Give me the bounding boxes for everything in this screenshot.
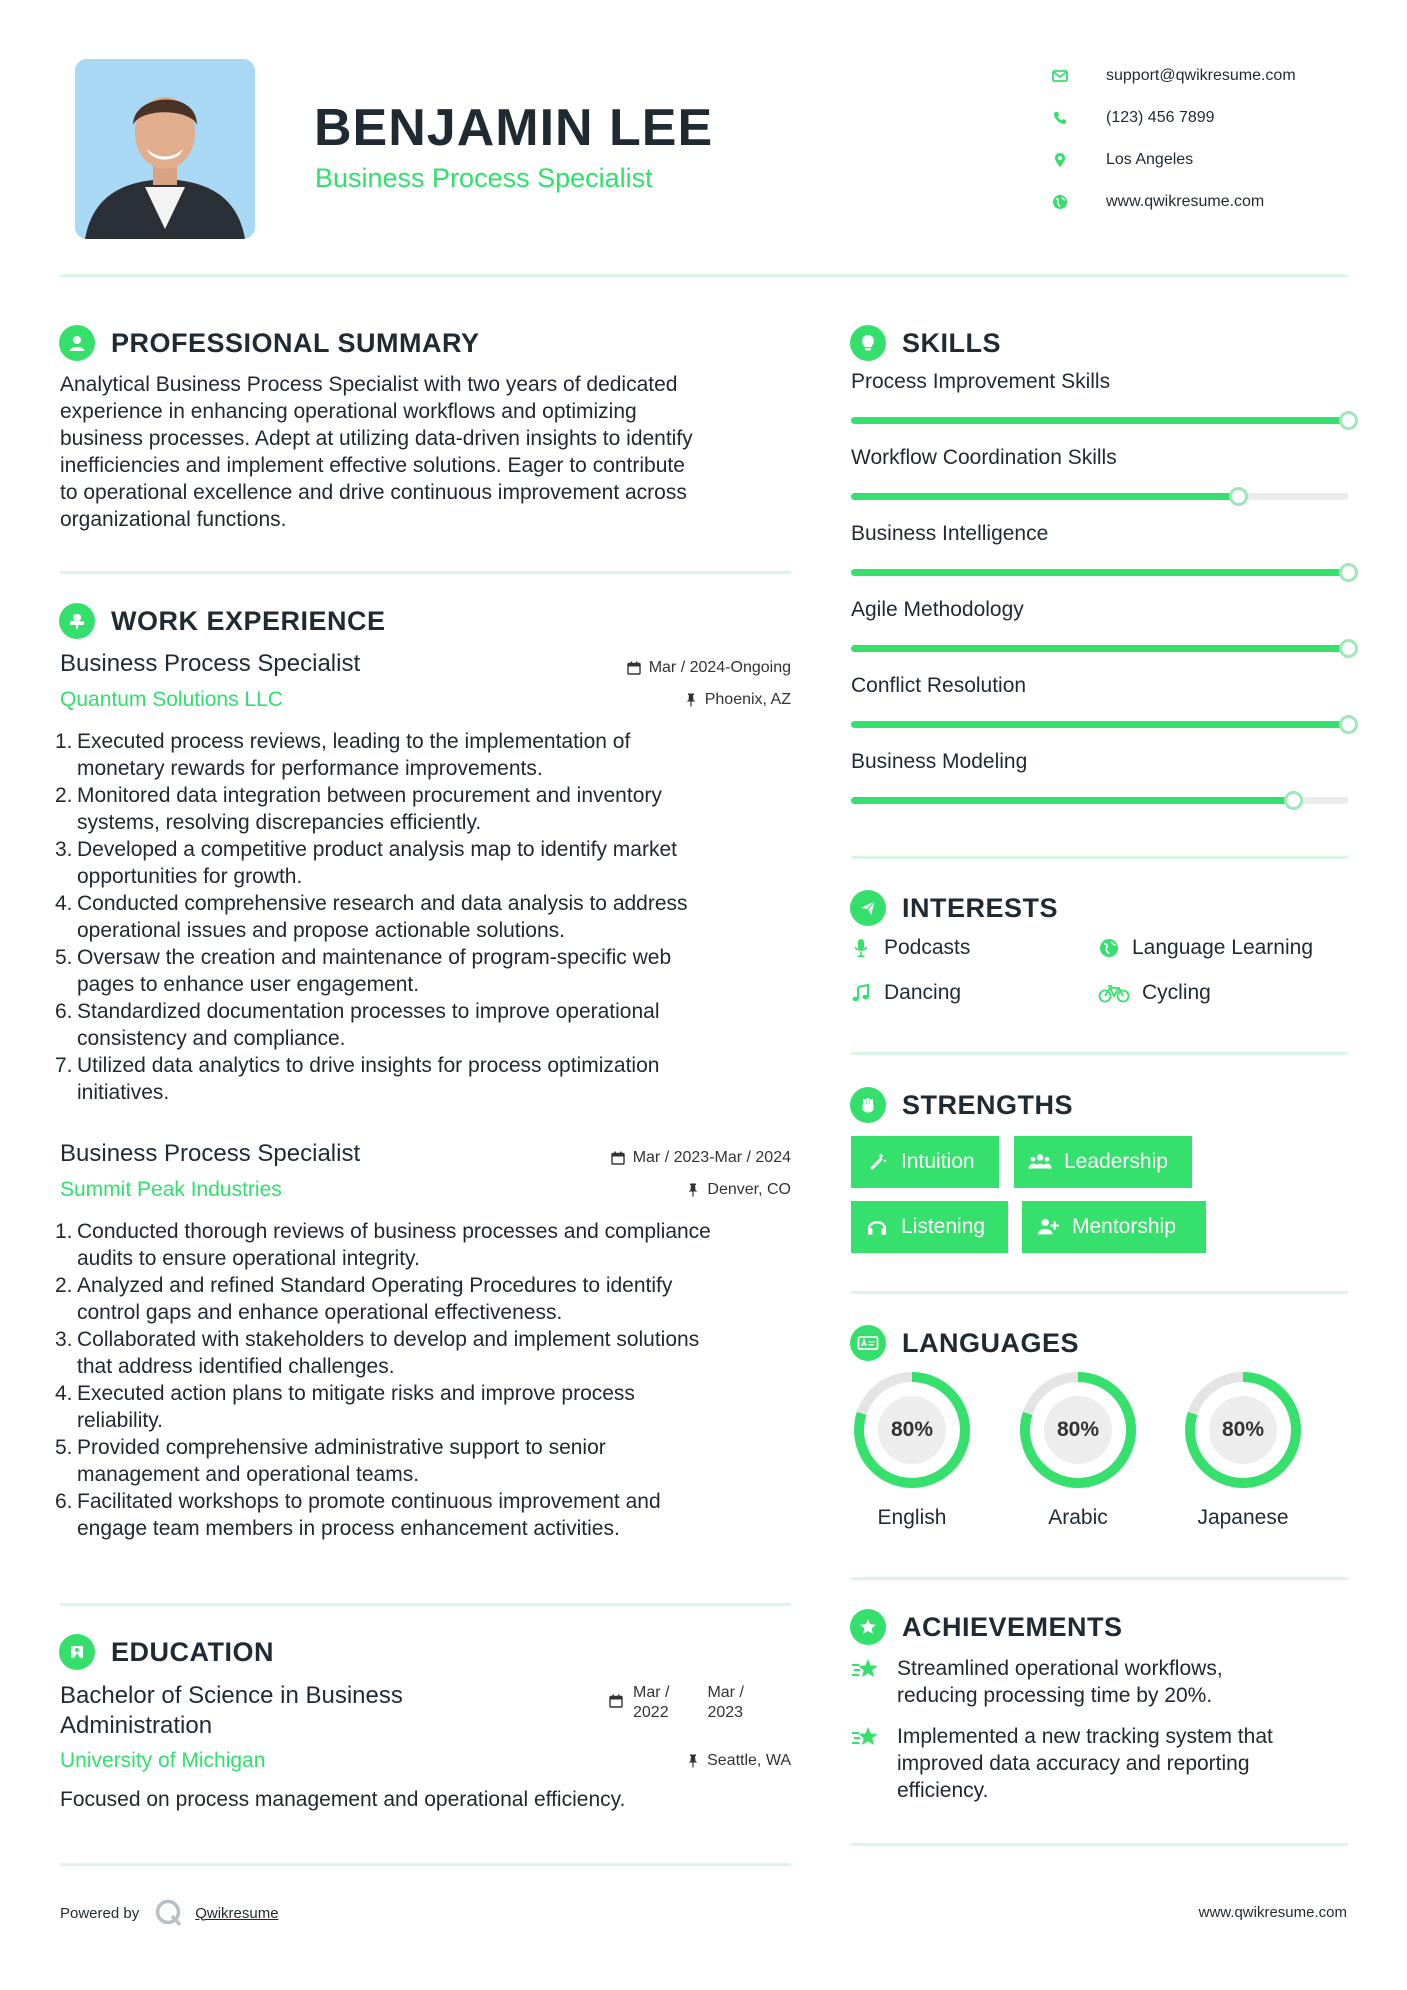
user-plus-icon	[1036, 1215, 1060, 1239]
list-number: 7.	[55, 1054, 73, 1077]
responsibility-line: initiatives.	[77, 1081, 170, 1104]
responsibility-line: Conducted thorough reviews of business processes and compliance	[77, 1220, 711, 1243]
skill-level-fill	[851, 493, 1239, 500]
education-start-month: Mar /	[633, 1684, 670, 1701]
skill-level-bar	[851, 569, 1349, 576]
strength-label: Intuition	[901, 1150, 975, 1173]
responsibility-line: management and operational teams.	[77, 1463, 420, 1486]
skill-label: Process Improvement Skills	[851, 370, 1111, 393]
achievement-line: reducing processing time by 20%.	[897, 1684, 1213, 1707]
star-icon	[851, 1723, 881, 1753]
strength-label: Leadership	[1064, 1150, 1168, 1173]
contact-email-text: support@qwikresume.com	[1106, 67, 1296, 84]
skill-level-knob	[1229, 487, 1248, 506]
contact-info	[1050, 55, 1370, 223]
responsibility-line: Facilitated workshops to promote continuous improvement and	[77, 1490, 661, 1513]
briefcase-icon	[59, 603, 95, 639]
list-number: 1.	[55, 730, 73, 753]
responsibility-line: Conducted comprehensive research and data analysis to address	[77, 892, 688, 915]
list-number: 6.	[55, 1000, 73, 1023]
skill-level-knob	[1339, 563, 1358, 582]
language-progress-ring	[850, 1368, 974, 1492]
summary-section-header	[59, 325, 480, 361]
achievements-divider	[851, 1843, 1348, 1846]
strength-tag	[851, 1201, 1008, 1253]
achievement-item	[851, 1723, 1337, 1804]
education-location-text: Seattle, WA	[707, 1752, 791, 1769]
interest-label: Cycling	[1142, 981, 1211, 1004]
achievement-item	[851, 1655, 1337, 1709]
interest-label: Dancing	[884, 981, 962, 1004]
achievement-text	[897, 1723, 1337, 1804]
responsibility-line: consistency and compliance.	[77, 1027, 346, 1050]
skill-level-bar	[851, 417, 1349, 424]
skill-level-knob	[1339, 639, 1358, 658]
bicycle-icon	[1098, 982, 1130, 1004]
language-label: Japanese	[1197, 1506, 1289, 1529]
star-badge-icon	[850, 1609, 886, 1645]
interest-item	[850, 936, 970, 960]
envelope-icon	[1050, 66, 1070, 86]
job-dates	[627, 659, 791, 677]
responsibility-item	[57, 890, 797, 944]
education-end	[707, 1683, 743, 1723]
summary-line: to operational excellence and drive continuous improvement across	[60, 481, 687, 504]
education-description: Focused on process management and operational efficiency.	[60, 1788, 626, 1811]
strength-tag	[1014, 1136, 1192, 1188]
skill-level-fill	[851, 797, 1294, 804]
pushpin-icon	[687, 1183, 699, 1197]
responsibility-item	[57, 998, 797, 1052]
skills-section-header	[850, 325, 1001, 361]
list-number: 3.	[55, 1328, 73, 1351]
fist-icon	[850, 1087, 886, 1123]
responsibility-line: Standardized documentation processes to improve operational	[77, 1000, 660, 1023]
strength-tag	[1022, 1201, 1206, 1253]
job-dates	[611, 1149, 791, 1167]
summary-line: experience in enhancing operational workflows and optimizing	[60, 400, 637, 423]
users-icon	[1028, 1150, 1052, 1174]
skills-title: SKILLS	[902, 327, 1002, 358]
list-number: 2.	[55, 784, 73, 807]
list-number: 4.	[55, 1382, 73, 1405]
candidate-name: BENJAMIN LEE	[314, 99, 714, 157]
job-title: Business Process Specialist	[60, 1140, 361, 1167]
responsibility-line: Executed action plans to mitigate risks and improve process	[77, 1382, 635, 1405]
skill-label: Workflow Coordination Skills	[851, 446, 1117, 469]
language-label: Arabic	[1048, 1506, 1108, 1529]
strength-label: Mentorship	[1072, 1215, 1176, 1238]
responsibility-item	[57, 782, 797, 836]
interests-divider	[851, 1052, 1348, 1055]
skill-level-fill	[851, 569, 1349, 576]
responsibility-line: Utilized data analytics to drive insights for process optimization	[77, 1054, 660, 1077]
contact-email[interactable]	[1050, 55, 1370, 97]
job-responsibilities	[57, 1218, 807, 1542]
skill-label: Agile Methodology	[851, 598, 1024, 621]
skill-level-bar	[851, 797, 1349, 804]
language-percent: 80%	[1056, 1418, 1100, 1441]
language-progress-ring	[1016, 1368, 1140, 1492]
list-number: 3.	[55, 838, 73, 861]
job-responsibilities	[57, 728, 797, 1106]
header-divider	[60, 274, 1348, 277]
user-icon	[59, 325, 95, 361]
pushpin-icon	[685, 693, 697, 707]
map-pin-icon	[1050, 150, 1070, 170]
list-number: 4.	[55, 892, 73, 915]
interest-item	[1098, 936, 1313, 960]
interests-title: INTERESTS	[902, 892, 1059, 923]
interest-label: Podcasts	[884, 936, 971, 959]
achievement-line: improved data accuracy and reporting	[897, 1752, 1250, 1775]
language-percent: 80%	[1221, 1418, 1265, 1441]
summary-line: Analytical Business Process Specialist with two years of dedicated	[60, 373, 678, 396]
responsibility-line: that address identified challenges.	[77, 1355, 395, 1378]
skill-level-bar	[851, 493, 1349, 500]
summary-divider	[60, 571, 791, 574]
contact-location-text: Los Angeles	[1106, 151, 1194, 168]
responsibility-item	[57, 944, 797, 998]
profile-photo	[75, 59, 255, 239]
languages-section-header	[850, 1325, 1079, 1361]
experience-title: WORK EXPERIENCE	[111, 605, 386, 636]
strength-label: Listening	[901, 1215, 986, 1238]
education-location	[687, 1752, 791, 1770]
contact-website[interactable]	[1050, 181, 1370, 223]
responsibility-line: Collaborated with stakeholders to develop and implement solutions	[77, 1328, 700, 1351]
education-dates	[609, 1683, 744, 1723]
responsibility-line: engage team members in process enhancement activities.	[77, 1517, 620, 1540]
interests-section-header	[850, 890, 1058, 926]
experience-section-header	[59, 603, 386, 639]
responsibility-item	[57, 1380, 807, 1434]
job-location-text: Denver, CO	[707, 1181, 791, 1198]
company-name: Summit Peak Industries	[60, 1178, 282, 1201]
language-item	[850, 1368, 974, 1530]
interest-label: Language Learning	[1132, 936, 1314, 959]
strength-tag	[851, 1136, 999, 1188]
job-dates-text: Mar / 2024-Ongoing	[648, 659, 791, 676]
skill-label: Business Modeling	[851, 750, 1028, 773]
contact-website-text: www.qwikresume.com	[1106, 193, 1265, 210]
achievement-line: Streamlined operational workflows,	[897, 1657, 1223, 1680]
job-title: Business Process Specialist	[60, 650, 361, 677]
magic-wand-icon	[865, 1150, 889, 1174]
interest-item	[1098, 981, 1211, 1005]
achievements-title: ACHIEVEMENTS	[902, 1611, 1123, 1642]
headphones-icon	[865, 1215, 889, 1239]
skill-level-knob	[1284, 791, 1303, 810]
footer-powered-by	[60, 1898, 279, 1928]
skill-item	[851, 674, 1351, 750]
qwikresume-link[interactable]: Qwikresume	[195, 1904, 279, 1922]
education-start-year: 2022	[633, 1704, 669, 1721]
education-end-year: 2023	[707, 1704, 744, 1721]
strengths-divider	[851, 1291, 1348, 1294]
contact-phone[interactable]	[1050, 97, 1370, 139]
microphone-icon	[850, 937, 872, 959]
responsibility-line: opportunities for growth.	[77, 865, 303, 888]
skill-level-bar	[851, 645, 1349, 652]
footer-website[interactable]: www.qwikresume.com	[1198, 1904, 1347, 1921]
degree-line: Administration	[60, 1712, 213, 1739]
languages-title: LANGUAGES	[902, 1327, 1080, 1358]
responsibility-item	[57, 1434, 807, 1488]
responsibility-item	[57, 1052, 797, 1106]
job-dates-text: Mar / 2023-Mar / 2024	[632, 1149, 791, 1166]
languages-divider	[851, 1577, 1348, 1580]
contact-phone-text: (123) 456 7899	[1106, 109, 1215, 126]
skills-list	[851, 370, 1351, 826]
paper-plane-icon	[850, 890, 886, 926]
company-name: Quantum Solutions LLC	[60, 688, 283, 711]
skill-label: Business Intelligence	[851, 522, 1049, 545]
language-item	[1016, 1368, 1140, 1530]
responsibility-item	[57, 836, 797, 890]
skill-level-knob	[1339, 715, 1358, 734]
skills-divider	[851, 856, 1348, 859]
responsibility-line: control gaps and enhance operational effectiveness.	[77, 1301, 563, 1324]
list-number: 1.	[55, 1220, 73, 1243]
job-location	[685, 691, 791, 709]
responsibility-line: reliability.	[77, 1409, 163, 1432]
responsibility-line: Oversaw the creation and maintenance of program-specific web	[77, 946, 672, 969]
star-icon	[851, 1655, 881, 1685]
language-icon	[850, 1325, 886, 1361]
achievement-text	[897, 1655, 1337, 1709]
strengths-title: STRENGTHS	[902, 1089, 1074, 1120]
list-number: 5.	[55, 946, 73, 969]
responsibility-line: pages to enhance user engagement.	[77, 973, 420, 996]
language-item	[1181, 1368, 1305, 1530]
achievements-section-header	[850, 1609, 1123, 1645]
summary-line: organizational functions.	[60, 508, 287, 531]
job-location	[687, 1181, 791, 1199]
responsibility-line: monetary rewards for performance improvements.	[77, 757, 543, 780]
responsibility-line: Analyzed and refined Standard Operating Procedures to identify	[77, 1274, 673, 1297]
education-end-month: Mar /	[707, 1684, 744, 1701]
responsibility-line: audits to ensure operational integrity.	[77, 1247, 420, 1270]
globe-icon	[1050, 192, 1070, 212]
skill-level-fill	[851, 417, 1349, 424]
music-icon	[850, 982, 872, 1004]
responsibility-item	[57, 1218, 807, 1272]
responsibility-line: Executed process reviews, leading to the implementation of	[77, 730, 631, 753]
education-divider	[60, 1863, 791, 1866]
degree-title	[60, 1681, 403, 1741]
graduation-icon	[59, 1634, 95, 1670]
list-number: 5.	[55, 1436, 73, 1459]
school-name: University of Michigan	[60, 1749, 266, 1772]
responsibility-item	[57, 1326, 807, 1380]
skill-item	[851, 522, 1351, 598]
calendar-icon	[609, 1694, 623, 1708]
skill-level-knob	[1339, 411, 1358, 430]
job-location-text: Phoenix, AZ	[704, 691, 791, 708]
calendar-icon	[627, 661, 641, 675]
skill-item	[851, 750, 1351, 826]
skill-item	[851, 370, 1351, 446]
skill-label: Conflict Resolution	[851, 674, 1027, 697]
responsibility-line: systems, resolving discrepancies efficiently.	[77, 811, 482, 834]
qwikresume-logo-icon	[153, 1898, 185, 1928]
candidate-role: Business Process Specialist	[315, 163, 653, 193]
language-label: English	[877, 1506, 947, 1529]
contact-location	[1050, 139, 1370, 181]
summary-line: business processes. Adept at utilizing data-driven insights to identify	[60, 427, 693, 450]
strengths-section-header	[850, 1087, 1073, 1123]
interest-item	[850, 981, 961, 1005]
pushpin-icon	[687, 1754, 699, 1768]
education-title: EDUCATION	[111, 1636, 274, 1667]
list-number: 6.	[55, 1490, 73, 1513]
skill-item	[851, 446, 1351, 522]
skill-level-fill	[851, 721, 1349, 728]
calendar-icon	[611, 1151, 625, 1165]
responsibility-line: operational issues and propose actionable solutions.	[77, 919, 565, 942]
language-percent: 80%	[890, 1418, 934, 1441]
experience-divider	[60, 1603, 791, 1606]
responsibility-line: Developed a competitive product analysis map to identify market	[77, 838, 677, 861]
education-section-header	[59, 1634, 274, 1670]
achievement-line: efficiency.	[897, 1779, 989, 1802]
summary-line: inefficiencies and implement effective solutions. Eager to contribute	[60, 454, 685, 477]
lightbulb-icon	[850, 325, 886, 361]
powered-by-text: Powered by	[60, 1904, 140, 1922]
responsibility-line: Monitored data integration between procurement and inventory	[77, 784, 662, 807]
education-start	[633, 1683, 669, 1723]
summary-text	[60, 371, 800, 533]
responsibility-item	[57, 1488, 807, 1542]
summary-title: PROFESSIONAL SUMMARY	[111, 327, 480, 358]
degree-line: Bachelor of Science in Business	[60, 1682, 403, 1709]
skill-level-bar	[851, 721, 1349, 728]
responsibility-line: Provided comprehensive administrative support to senior	[77, 1436, 606, 1459]
list-number: 2.	[55, 1274, 73, 1297]
skill-level-fill	[851, 645, 1349, 652]
achievement-line: Implemented a new tracking system that	[897, 1725, 1273, 1748]
phone-icon	[1050, 108, 1070, 128]
language-progress-ring	[1181, 1368, 1305, 1492]
responsibility-item	[57, 1272, 807, 1326]
globe-icon	[1098, 937, 1120, 959]
responsibility-item	[57, 728, 797, 782]
skill-item	[851, 598, 1351, 674]
